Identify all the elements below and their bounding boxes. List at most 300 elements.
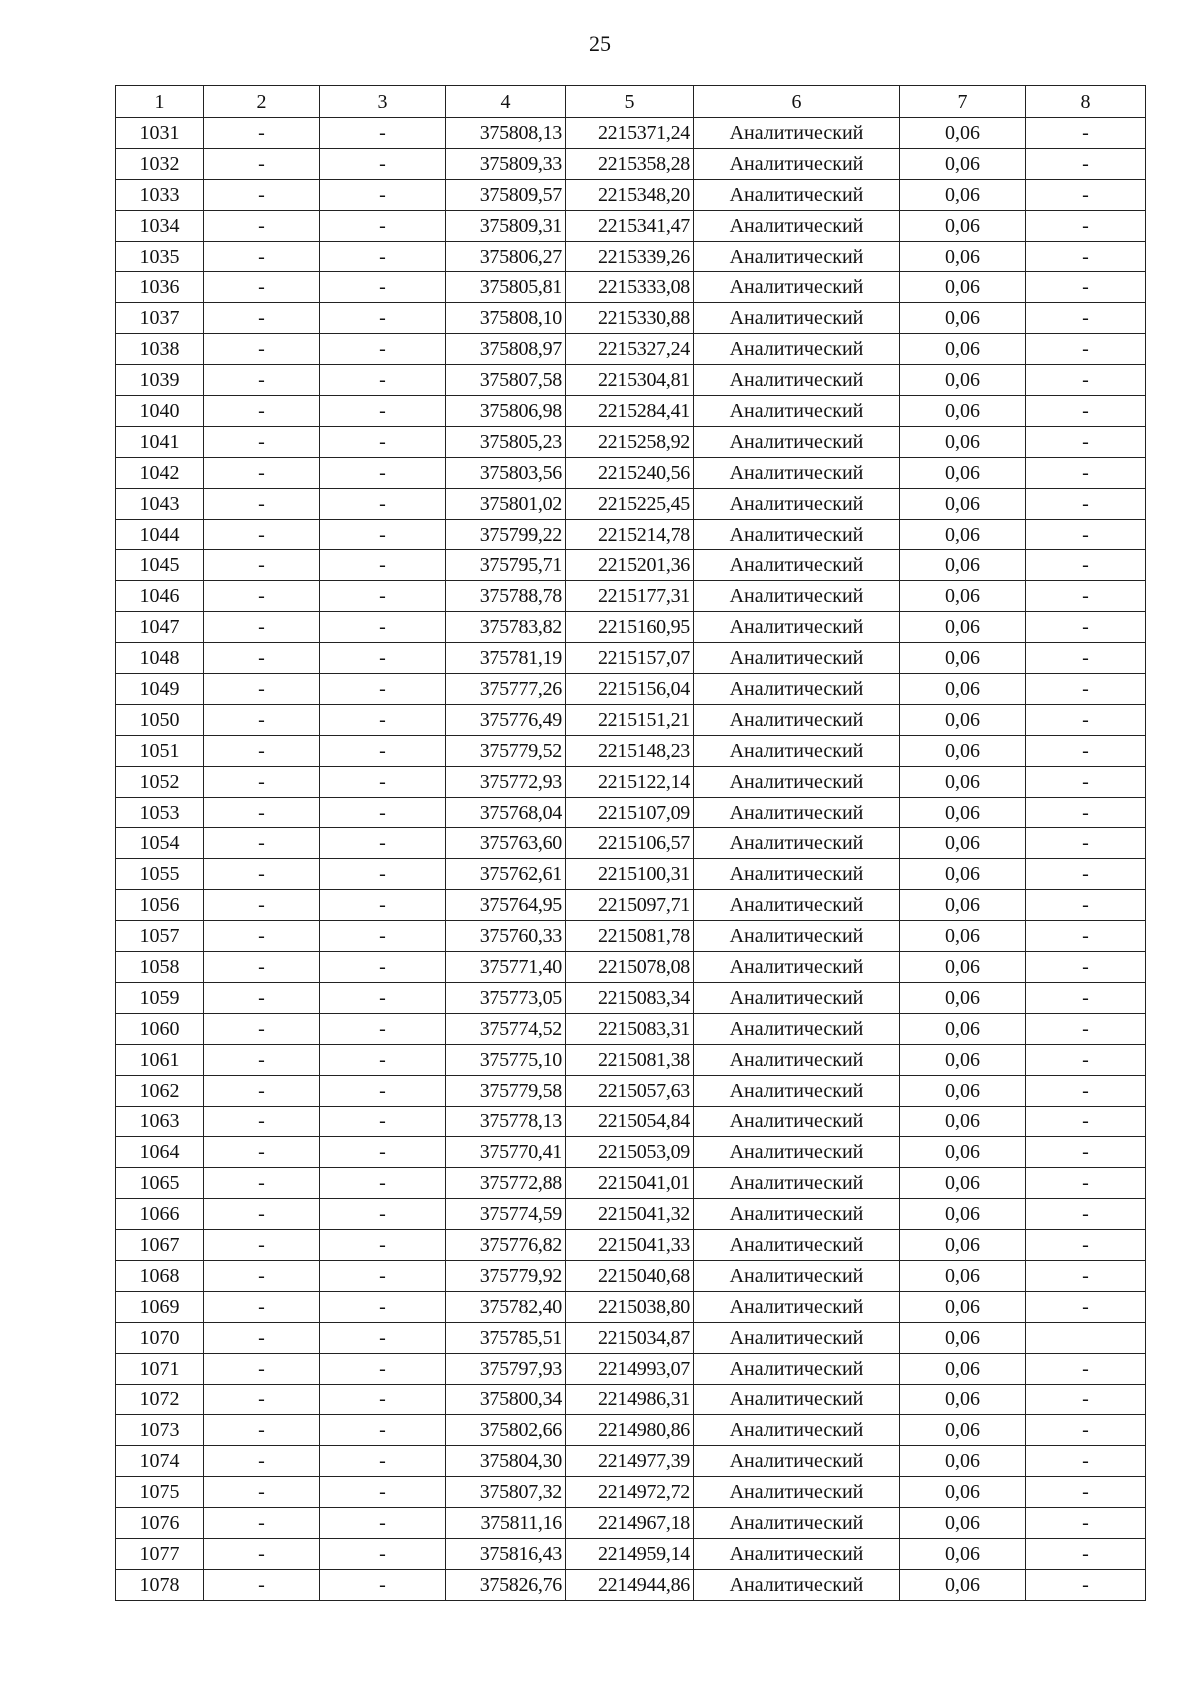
cell-col-2: - (204, 674, 320, 705)
cell-col-3: - (320, 1477, 446, 1508)
cell-method: Аналитический (694, 241, 900, 272)
cell-point-number: 1040 (116, 396, 204, 427)
cell-accuracy: 0,06 (900, 519, 1026, 550)
cell-col-3: - (320, 674, 446, 705)
table-row (116, 179, 1146, 210)
cell-accuracy: 0,06 (900, 334, 1026, 365)
cell-method: Аналитический (694, 921, 900, 952)
table-row (116, 1106, 1146, 1137)
table-row (116, 1353, 1146, 1384)
cell-coord-x: 375807,32 (446, 1477, 566, 1508)
cell-coord-x: 375774,52 (446, 1013, 566, 1044)
column-header-4: 4 (446, 86, 566, 118)
cell-col-3: - (320, 519, 446, 550)
cell-accuracy: 0,06 (900, 766, 1026, 797)
cell-coord-x: 375809,57 (446, 179, 566, 210)
cell-col-2: - (204, 1291, 320, 1322)
cell-col-3: - (320, 1075, 446, 1106)
cell-method: Аналитический (694, 457, 900, 488)
cell-coord-x: 375776,49 (446, 704, 566, 735)
cell-coord-y: 2214980,86 (566, 1415, 694, 1446)
table-row (116, 365, 1146, 396)
cell-point-number: 1073 (116, 1415, 204, 1446)
cell-accuracy: 0,06 (900, 1415, 1026, 1446)
cell-method: Аналитический (694, 1013, 900, 1044)
cell-col-3: - (320, 735, 446, 766)
cell-col-2: - (204, 241, 320, 272)
cell-accuracy: 0,06 (900, 859, 1026, 890)
cell-col-3: - (320, 426, 446, 457)
cell-point-number: 1053 (116, 797, 204, 828)
cell-method: Аналитический (694, 210, 900, 241)
cell-col-8: - (1026, 1013, 1146, 1044)
table-row (116, 118, 1146, 149)
cell-accuracy: 0,06 (900, 1353, 1026, 1384)
cell-method: Аналитический (694, 1106, 900, 1137)
cell-accuracy: 0,06 (900, 1508, 1026, 1539)
cell-coord-y: 2215081,78 (566, 921, 694, 952)
cell-method: Аналитический (694, 674, 900, 705)
cell-coord-y: 2215122,14 (566, 766, 694, 797)
cell-coord-x: 375783,82 (446, 612, 566, 643)
cell-method: Аналитический (694, 396, 900, 427)
cell-accuracy: 0,06 (900, 303, 1026, 334)
cell-coord-x: 375771,40 (446, 952, 566, 983)
table-row (116, 1508, 1146, 1539)
cell-accuracy: 0,06 (900, 704, 1026, 735)
cell-coord-y: 2215258,92 (566, 426, 694, 457)
cell-method: Аналитический (694, 859, 900, 890)
cell-col-3: - (320, 1353, 446, 1384)
cell-col-3: - (320, 1291, 446, 1322)
cell-method: Аналитический (694, 828, 900, 859)
cell-point-number: 1051 (116, 735, 204, 766)
cell-col-3: - (320, 921, 446, 952)
cell-coord-x: 375764,95 (446, 890, 566, 921)
column-header-8: 8 (1026, 86, 1146, 118)
cell-accuracy: 0,06 (900, 210, 1026, 241)
cell-coord-y: 2215160,95 (566, 612, 694, 643)
table-row (116, 426, 1146, 457)
cell-coord-x: 375781,19 (446, 643, 566, 674)
cell-col-8: - (1026, 828, 1146, 859)
cell-point-number: 1061 (116, 1044, 204, 1075)
cell-method: Аналитический (694, 426, 900, 457)
cell-coord-y: 2215177,31 (566, 581, 694, 612)
table-row (116, 1260, 1146, 1291)
column-header-1: 1 (116, 86, 204, 118)
cell-col-3: - (320, 365, 446, 396)
cell-coord-y: 2215083,31 (566, 1013, 694, 1044)
cell-col-2: - (204, 179, 320, 210)
cell-point-number: 1031 (116, 118, 204, 149)
cell-col-8: - (1026, 1446, 1146, 1477)
table-row (116, 1075, 1146, 1106)
cell-point-number: 1067 (116, 1230, 204, 1261)
cell-accuracy: 0,06 (900, 426, 1026, 457)
cell-col-3: - (320, 1106, 446, 1137)
cell-accuracy: 0,06 (900, 272, 1026, 303)
cell-method: Аналитический (694, 1384, 900, 1415)
table-row (116, 828, 1146, 859)
cell-col-2: - (204, 1322, 320, 1353)
cell-col-2: - (204, 1168, 320, 1199)
cell-col-2: - (204, 148, 320, 179)
cell-point-number: 1056 (116, 890, 204, 921)
cell-method: Аналитический (694, 735, 900, 766)
cell-col-8: - (1026, 982, 1146, 1013)
cell-coord-y: 2215201,36 (566, 550, 694, 581)
cell-col-3: - (320, 1168, 446, 1199)
cell-col-3: - (320, 1260, 446, 1291)
cell-accuracy: 0,06 (900, 828, 1026, 859)
cell-point-number: 1046 (116, 581, 204, 612)
cell-coord-x: 375772,88 (446, 1168, 566, 1199)
cell-coord-y: 2215097,71 (566, 890, 694, 921)
cell-col-3: - (320, 241, 446, 272)
table-row (116, 241, 1146, 272)
cell-point-number: 1069 (116, 1291, 204, 1322)
cell-col-2: - (204, 1106, 320, 1137)
cell-coord-y: 2215083,34 (566, 982, 694, 1013)
cell-col-2: - (204, 1260, 320, 1291)
cell-point-number: 1066 (116, 1199, 204, 1230)
cell-point-number: 1054 (116, 828, 204, 859)
cell-col-3: - (320, 704, 446, 735)
cell-col-2: - (204, 1477, 320, 1508)
cell-col-3: - (320, 797, 446, 828)
cell-col-3: - (320, 210, 446, 241)
cell-col-3: - (320, 396, 446, 427)
cell-col-8: - (1026, 921, 1146, 952)
cell-col-2: - (204, 890, 320, 921)
cell-coord-x: 375777,26 (446, 674, 566, 705)
cell-col-8: - (1026, 1538, 1146, 1569)
cell-method: Аналитический (694, 982, 900, 1013)
cell-coord-x: 375808,10 (446, 303, 566, 334)
cell-col-8: - (1026, 612, 1146, 643)
cell-col-8: - (1026, 1415, 1146, 1446)
cell-col-3: - (320, 828, 446, 859)
cell-col-3: - (320, 272, 446, 303)
cell-coord-x: 375797,93 (446, 1353, 566, 1384)
cell-accuracy: 0,06 (900, 921, 1026, 952)
table-row (116, 1415, 1146, 1446)
cell-col-3: - (320, 148, 446, 179)
cell-coord-x: 375805,23 (446, 426, 566, 457)
cell-col-8: - (1026, 457, 1146, 488)
cell-method: Аналитический (694, 1168, 900, 1199)
column-header-2: 2 (204, 86, 320, 118)
page-number: 25 (589, 31, 611, 56)
table-row (116, 952, 1146, 983)
cell-coord-y: 2215078,08 (566, 952, 694, 983)
cell-coord-y: 2215106,57 (566, 828, 694, 859)
cell-coord-y: 2215348,20 (566, 179, 694, 210)
cell-method: Аналитический (694, 148, 900, 179)
column-header-3: 3 (320, 86, 446, 118)
cell-coord-y: 2215054,84 (566, 1106, 694, 1137)
cell-col-2: - (204, 272, 320, 303)
table-row (116, 735, 1146, 766)
cell-accuracy: 0,06 (900, 1291, 1026, 1322)
cell-coord-y: 2215081,38 (566, 1044, 694, 1075)
table-row (116, 982, 1146, 1013)
cell-col-2: - (204, 519, 320, 550)
cell-col-8: - (1026, 581, 1146, 612)
table-row (116, 890, 1146, 921)
cell-accuracy: 0,06 (900, 1260, 1026, 1291)
cell-method: Аналитический (694, 1569, 900, 1600)
cell-method: Аналитический (694, 365, 900, 396)
coordinates-table (115, 85, 1146, 1601)
cell-method: Аналитический (694, 1353, 900, 1384)
table-row (116, 1199, 1146, 1230)
table-row (116, 272, 1146, 303)
table-row (116, 1446, 1146, 1477)
table-row (116, 210, 1146, 241)
cell-col-3: - (320, 1044, 446, 1075)
cell-col-8: - (1026, 488, 1146, 519)
table-row (116, 859, 1146, 890)
cell-accuracy: 0,06 (900, 1137, 1026, 1168)
table-row (116, 1168, 1146, 1199)
header-row (116, 86, 1146, 118)
cell-method: Аналитический (694, 1446, 900, 1477)
cell-coord-x: 375779,52 (446, 735, 566, 766)
table-row (116, 1569, 1146, 1600)
cell-col-8: - (1026, 303, 1146, 334)
cell-col-2: - (204, 1538, 320, 1569)
cell-point-number: 1042 (116, 457, 204, 488)
table-row (116, 581, 1146, 612)
cell-coord-x: 375802,66 (446, 1415, 566, 1446)
cell-point-number: 1043 (116, 488, 204, 519)
cell-accuracy: 0,06 (900, 643, 1026, 674)
cell-col-2: - (204, 550, 320, 581)
cell-coord-y: 2215107,09 (566, 797, 694, 828)
cell-col-8: - (1026, 1230, 1146, 1261)
cell-method: Аналитический (694, 1538, 900, 1569)
table-row (116, 1291, 1146, 1322)
cell-col-3: - (320, 1415, 446, 1446)
cell-point-number: 1058 (116, 952, 204, 983)
cell-col-8: - (1026, 1260, 1146, 1291)
cell-point-number: 1047 (116, 612, 204, 643)
table-row (116, 1230, 1146, 1261)
cell-col-2: - (204, 426, 320, 457)
cell-col-2: - (204, 1415, 320, 1446)
cell-point-number: 1072 (116, 1384, 204, 1415)
table-row (116, 1137, 1146, 1168)
cell-col-3: - (320, 1446, 446, 1477)
cell-col-2: - (204, 334, 320, 365)
cell-method: Аналитический (694, 1291, 900, 1322)
cell-col-3: - (320, 1199, 446, 1230)
cell-coord-x: 375811,16 (446, 1508, 566, 1539)
cell-col-3: - (320, 612, 446, 643)
cell-col-8: - (1026, 859, 1146, 890)
table-row (116, 1538, 1146, 1569)
cell-coord-x: 375826,76 (446, 1569, 566, 1600)
cell-col-2: - (204, 118, 320, 149)
cell-col-2: - (204, 1013, 320, 1044)
cell-coord-y: 2215225,45 (566, 488, 694, 519)
cell-col-2: - (204, 952, 320, 983)
cell-col-2: - (204, 982, 320, 1013)
cell-col-8: - (1026, 334, 1146, 365)
cell-coord-x: 375805,81 (446, 272, 566, 303)
cell-col-3: - (320, 890, 446, 921)
cell-point-number: 1045 (116, 550, 204, 581)
cell-method: Аналитический (694, 179, 900, 210)
cell-point-number: 1039 (116, 365, 204, 396)
cell-col-8: - (1026, 396, 1146, 427)
table-row (116, 303, 1146, 334)
cell-accuracy: 0,06 (900, 1075, 1026, 1106)
cell-coord-x: 375801,02 (446, 488, 566, 519)
cell-accuracy: 0,06 (900, 952, 1026, 983)
cell-coord-x: 375775,10 (446, 1044, 566, 1075)
cell-accuracy: 0,06 (900, 890, 1026, 921)
cell-method: Аналитический (694, 704, 900, 735)
cell-method: Аналитический (694, 1322, 900, 1353)
cell-point-number: 1062 (116, 1075, 204, 1106)
cell-coord-x: 375785,51 (446, 1322, 566, 1353)
cell-accuracy: 0,06 (900, 1322, 1026, 1353)
cell-accuracy: 0,06 (900, 1538, 1026, 1569)
cell-col-3: - (320, 118, 446, 149)
cell-coord-y: 2215371,24 (566, 118, 694, 149)
cell-accuracy: 0,06 (900, 735, 1026, 766)
cell-col-3: - (320, 457, 446, 488)
table-row (116, 1013, 1146, 1044)
cell-point-number: 1049 (116, 674, 204, 705)
cell-col-2: - (204, 735, 320, 766)
cell-point-number: 1033 (116, 179, 204, 210)
cell-accuracy: 0,06 (900, 148, 1026, 179)
cell-method: Аналитический (694, 952, 900, 983)
cell-coord-y: 2215053,09 (566, 1137, 694, 1168)
cell-method: Аналитический (694, 303, 900, 334)
cell-col-2: - (204, 1199, 320, 1230)
cell-coord-y: 2215339,26 (566, 241, 694, 272)
cell-coord-x: 375773,05 (446, 982, 566, 1013)
cell-coord-x: 375788,78 (446, 581, 566, 612)
cell-col-2: - (204, 766, 320, 797)
cell-point-number: 1076 (116, 1508, 204, 1539)
cell-coord-y: 2215041,01 (566, 1168, 694, 1199)
cell-coord-x: 375779,92 (446, 1260, 566, 1291)
cell-coord-x: 375809,31 (446, 210, 566, 241)
cell-col-3: - (320, 1230, 446, 1261)
cell-method: Аналитический (694, 1075, 900, 1106)
cell-point-number: 1034 (116, 210, 204, 241)
cell-coord-x: 375807,58 (446, 365, 566, 396)
table-row (116, 921, 1146, 952)
cell-col-2: - (204, 1075, 320, 1106)
cell-col-8: - (1026, 1569, 1146, 1600)
table-row (116, 457, 1146, 488)
cell-accuracy: 0,06 (900, 241, 1026, 272)
table-row (116, 550, 1146, 581)
cell-col-8: - (1026, 519, 1146, 550)
cell-method: Аналитический (694, 272, 900, 303)
cell-col-8 (1026, 1322, 1146, 1353)
cell-accuracy: 0,06 (900, 1168, 1026, 1199)
cell-col-8: - (1026, 1291, 1146, 1322)
cell-col-8: - (1026, 241, 1146, 272)
cell-point-number: 1057 (116, 921, 204, 952)
table-row (116, 704, 1146, 735)
cell-coord-y: 2214944,86 (566, 1569, 694, 1600)
cell-col-3: - (320, 1538, 446, 1569)
cell-col-3: - (320, 1137, 446, 1168)
cell-accuracy: 0,06 (900, 581, 1026, 612)
cell-coord-x: 375806,98 (446, 396, 566, 427)
cell-accuracy: 0,06 (900, 1384, 1026, 1415)
cell-col-2: - (204, 303, 320, 334)
cell-col-8: - (1026, 1477, 1146, 1508)
cell-point-number: 1063 (116, 1106, 204, 1137)
cell-col-3: - (320, 179, 446, 210)
cell-col-8: - (1026, 426, 1146, 457)
cell-method: Аналитический (694, 1477, 900, 1508)
cell-method: Аналитический (694, 1260, 900, 1291)
cell-coord-y: 2215148,23 (566, 735, 694, 766)
cell-col-2: - (204, 488, 320, 519)
cell-coord-y: 2214993,07 (566, 1353, 694, 1384)
cell-method: Аналитический (694, 1508, 900, 1539)
cell-method: Аналитический (694, 766, 900, 797)
cell-col-8: - (1026, 766, 1146, 797)
cell-col-3: - (320, 982, 446, 1013)
cell-point-number: 1036 (116, 272, 204, 303)
table-body (116, 118, 1146, 1601)
cell-point-number: 1037 (116, 303, 204, 334)
table-row (116, 797, 1146, 828)
cell-col-3: - (320, 952, 446, 983)
table-row (116, 766, 1146, 797)
cell-point-number: 1050 (116, 704, 204, 735)
cell-coord-y: 2215341,47 (566, 210, 694, 241)
cell-coord-x: 375760,33 (446, 921, 566, 952)
cell-col-2: - (204, 1137, 320, 1168)
cell-col-2: - (204, 1044, 320, 1075)
cell-col-3: - (320, 550, 446, 581)
cell-col-2: - (204, 581, 320, 612)
cell-col-8: - (1026, 704, 1146, 735)
cell-point-number: 1032 (116, 148, 204, 179)
table-row (116, 674, 1146, 705)
cell-col-2: - (204, 643, 320, 674)
cell-coord-x: 375770,41 (446, 1137, 566, 1168)
cell-accuracy: 0,06 (900, 179, 1026, 210)
cell-coord-x: 375768,04 (446, 797, 566, 828)
cell-accuracy: 0,06 (900, 118, 1026, 149)
cell-point-number: 1052 (116, 766, 204, 797)
cell-coord-y: 2214972,72 (566, 1477, 694, 1508)
cell-point-number: 1068 (116, 1260, 204, 1291)
cell-col-3: - (320, 643, 446, 674)
cell-col-8: - (1026, 550, 1146, 581)
cell-col-3: - (320, 1508, 446, 1539)
cell-col-2: - (204, 457, 320, 488)
cell-coord-y: 2214977,39 (566, 1446, 694, 1477)
cell-accuracy: 0,06 (900, 1569, 1026, 1600)
table-row (116, 1044, 1146, 1075)
cell-point-number: 1065 (116, 1168, 204, 1199)
